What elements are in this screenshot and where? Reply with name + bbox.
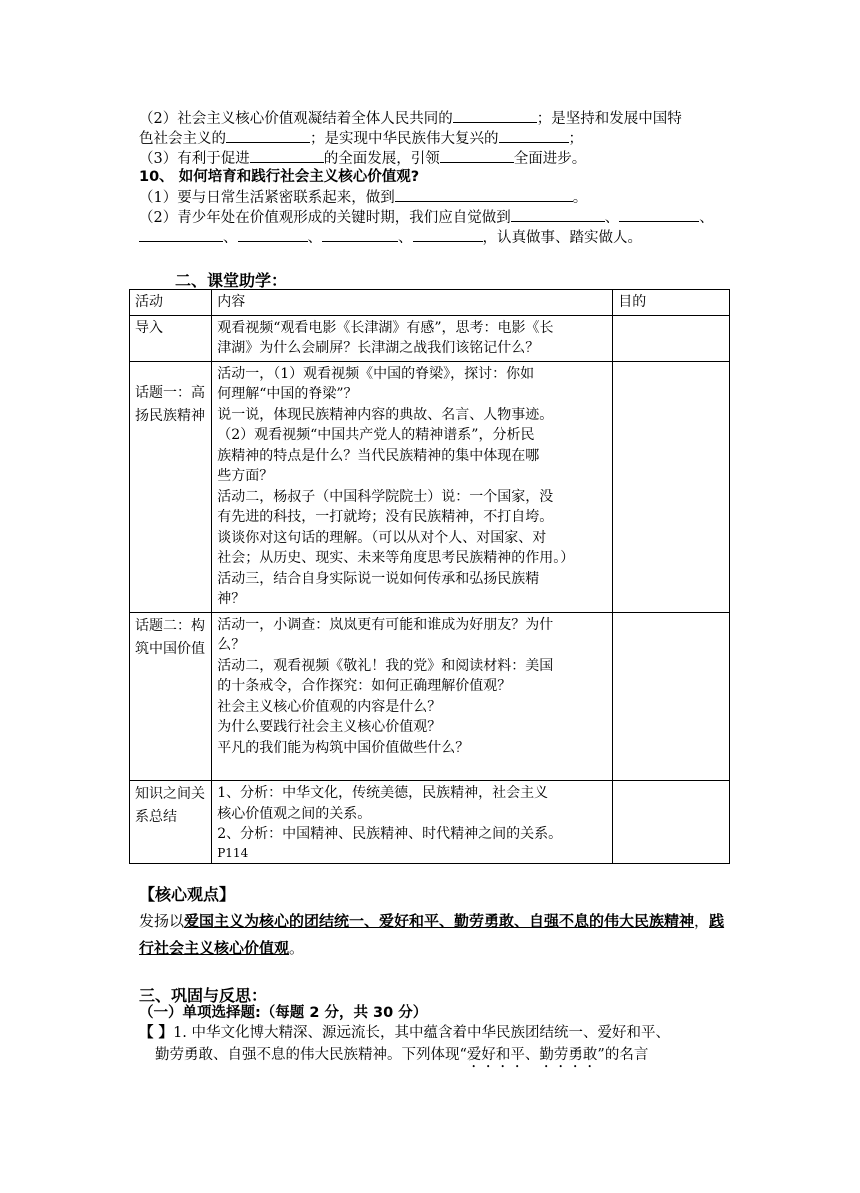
content-cell: 1、分析：中华文化，传统美德，民族精神，社会主义 核心价值观之间的关系。 2、分析：中国精神、民族精神、时代精神之间的关系。 P114 bbox=[212, 781, 613, 864]
blank[interactable] bbox=[619, 207, 699, 222]
activity-table bbox=[129, 289, 730, 864]
content-cell: 活动一，小调查：岚岚更有可能和谁成为好朋友？为什 么？ 活动二，观看视频《敬礼！我的党》和阅读材料：美国 的十条戒令，合作探究：如何正确理解价值观？ 社会主义核心价值观的内容是什么？ 为什么要践行社会主义核心价值观？ 平凡的我们能为构筑中国价值做些什么？ bbox=[212, 612, 613, 781]
question-1: 【 】1. 中华文化博大精深、源远流长，其中蕴含着中华民族团结统一、爱好和平、 bbox=[139, 1025, 671, 1041]
table-row bbox=[130, 781, 730, 864]
table-row bbox=[130, 612, 730, 781]
purpose-cell[interactable] bbox=[613, 315, 730, 361]
question-10: 10、 如何培育和践行社会主义核心价值观? bbox=[139, 169, 420, 185]
content-cell: 观看视频“观看电影《长津湖》有感”，思考：电影《长 津湖》为什么会刷屏？长津湖之战我们该铭记什么？ bbox=[212, 315, 613, 361]
fill-line-5: （2）青少年处在价值观形成的关键时期，我们应自觉做到 、 、 bbox=[139, 207, 714, 228]
answer-bracket[interactable]: 【 】 bbox=[139, 1025, 174, 1041]
activity-cell: 话题二：构筑中国价值 bbox=[130, 612, 212, 781]
purpose-cell[interactable] bbox=[613, 781, 730, 864]
activity-cell: 导入 bbox=[130, 315, 212, 361]
section-2-title: 二、课堂助学： bbox=[175, 271, 288, 290]
question-1-cont: 勤劳勇敢、自强不息的伟大民族精神。下列体现“爱好和平、勤劳勇敢”的名言 bbox=[155, 1047, 649, 1063]
purpose-cell[interactable] bbox=[613, 361, 730, 612]
purpose-cell[interactable] bbox=[613, 612, 730, 781]
header-content: 内容 bbox=[212, 290, 613, 316]
fill-line-4: （1）要与日常生活紧密联系起来，做到 。 bbox=[139, 187, 587, 208]
blank[interactable] bbox=[440, 148, 514, 163]
blank[interactable] bbox=[453, 108, 537, 123]
table-row bbox=[130, 315, 730, 361]
blank[interactable] bbox=[499, 128, 569, 143]
blank[interactable] bbox=[238, 227, 308, 242]
core-statement: 发扬以爱国主义为核心的团结统一、爱好和平、勤劳勇敢、自强不息的伟大民族精神，践行社会主义核心价值观。 bbox=[139, 912, 725, 957]
header-activity: 活动 bbox=[130, 290, 212, 316]
fill-line-3: （3）有利于促进 的全面发展，引领 全面进步。 bbox=[139, 148, 586, 169]
header-purpose: 目的 bbox=[613, 290, 730, 316]
fill-line-2: （2）社会主义核心价值观凝结着全体人民共同的 ；是坚持和发展中国特 bbox=[139, 108, 682, 129]
blank[interactable] bbox=[413, 227, 483, 242]
blank[interactable] bbox=[322, 227, 398, 242]
content-cell: 活动一，（1）观看视频《中国的脊梁》，探讨：你如 何理解“中国的脊梁”？ 说一说，体现民族精神内容的典故、名言、人物事迹。 （2）观看视频“中国共产党人的精神谱系”，分析民 族精神的特点是什么？当代民族精神的集中体现在哪 些方面？ 活动二，杨叔子（中国科学院院士）说：一个国家，没 有先进的科技，一打就垮；没有民族精神，不打自垮。 谈谈你对这句话的理解。（可以从对个人、对国家、对 社会；从历史、现实、未来等角度思考民族精神的作用。） 活动三，结合自身实际说一说如何传承和弘扬民族精 神？ bbox=[212, 361, 613, 612]
blank[interactable] bbox=[226, 128, 310, 143]
blank[interactable] bbox=[139, 227, 223, 242]
blank[interactable] bbox=[395, 187, 573, 202]
table-header-row bbox=[130, 290, 730, 316]
fill-line-6: 、 、 、 ，认真做事、踏实做人。 bbox=[139, 227, 642, 248]
section-3-title: 三、巩固与反思： bbox=[139, 986, 268, 1005]
fill-line-2-cont: 色社会主义的 ；是实现中华民族伟大复兴的 ； bbox=[139, 128, 583, 149]
activity-cell: 知识之间关系总结 bbox=[130, 781, 212, 864]
table-row bbox=[130, 361, 730, 612]
blank[interactable] bbox=[250, 148, 324, 163]
mcq-subtitle: （一）单项选择题:（每题 2 分，共 30 分） bbox=[139, 1005, 428, 1021]
activity-cell: 话题一：高扬民族精神 bbox=[130, 361, 212, 612]
core-title: 【核心观点】 bbox=[139, 885, 236, 904]
blank[interactable] bbox=[511, 207, 605, 222]
